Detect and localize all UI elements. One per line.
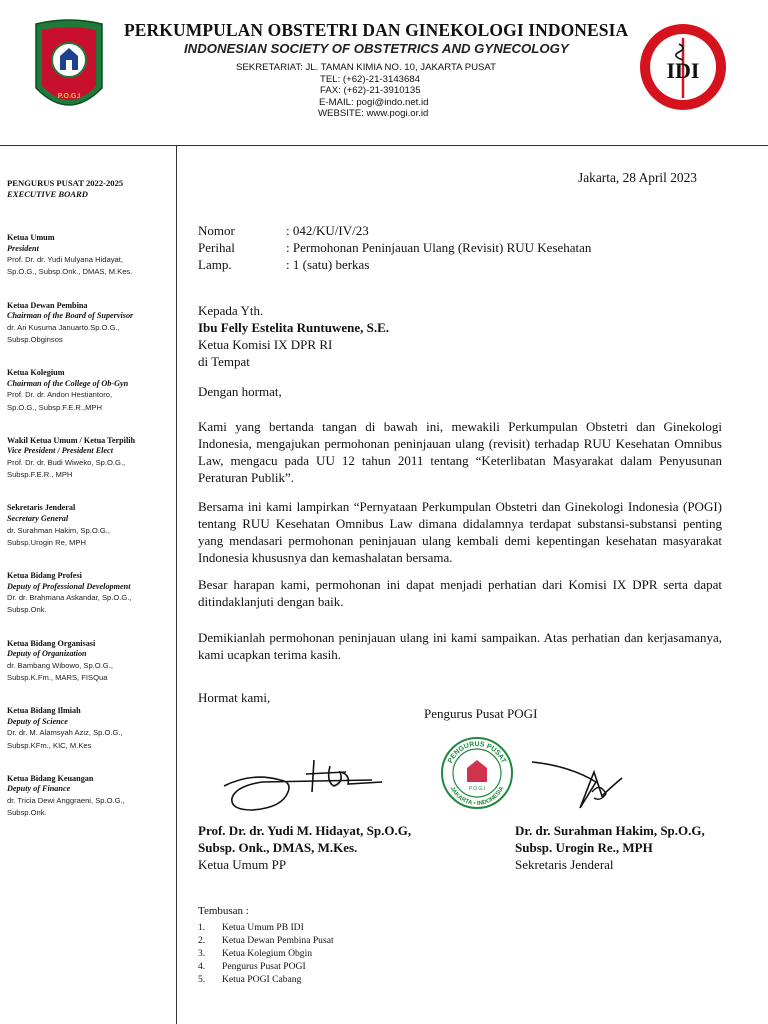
greeting: Dengan hormat, bbox=[198, 384, 282, 399]
contact-block bbox=[236, 62, 496, 120]
board-member bbox=[7, 774, 173, 820]
member-role-en: Secretary General bbox=[7, 513, 69, 523]
member-name: Subsp.Urogin Re, MPH bbox=[7, 537, 86, 547]
body-paragraph: Demikianlah permohonan peninjauan ulang ini kami sampaikan. Atas perhatian dan kerjasamanya, kami ucapkan terima kasih. bbox=[198, 630, 722, 662]
recipient-name: Ibu Felly Estelita Runtuwene, S.E. bbox=[198, 320, 390, 335]
idi-logo bbox=[638, 22, 728, 112]
website-address: WEBSITE: www.pogi.or.id bbox=[318, 108, 429, 120]
member-name: Prof. Dr. dr. Budi Wiweko, Sp.O.G., bbox=[7, 457, 126, 467]
member-name: Subsp.K.Fm., MARS, FISQua bbox=[7, 672, 108, 682]
member-name: Sp.O.G., Subsp.Onk., DMAS, M.Kes. bbox=[7, 267, 133, 277]
recipient-place: di Tempat bbox=[198, 354, 250, 369]
reference-key: Lamp. bbox=[198, 257, 232, 272]
signer-block bbox=[198, 822, 411, 873]
member-name: Prof. Dr. dr. Andon Hestiantoro, bbox=[7, 390, 113, 400]
member-name: Subsp.F.E.R., MPH bbox=[7, 470, 73, 480]
body-paragraph: Kami yang bertanda tangan di bawah ini, mewakili Perkumpulan Obstetri dan Ginekologi Indonesia, mengajukan permohonan peninjauan ulang (revisit) terhadap RUU Kesehatan Omnibus Law, mengacu pada UU 12 tahun 2011 tentang “Keterlibatan Masyarakat dalam Penyusunan Peraturan Publik”. bbox=[198, 419, 722, 485]
stamp-center-text: P.O.G.I bbox=[468, 786, 486, 792]
list-label: Ketua Kolegium Obgin bbox=[222, 948, 313, 959]
list-number: 4. bbox=[198, 961, 206, 973]
member-role-en: President bbox=[7, 243, 39, 253]
member-name: dr. Bambang Wibowo, Sp.O.G., bbox=[7, 660, 113, 670]
member-role: Wakil Ketua Umum / Ketua Terpilih bbox=[7, 435, 136, 445]
member-name: Dr. dr. Brahmana Askandar, Sp.O.G., bbox=[7, 593, 132, 603]
reference-row bbox=[198, 222, 591, 239]
email-address: E-MAIL: pogi@indo.net.id bbox=[319, 96, 429, 108]
member-name: Subsp.Obginsos bbox=[7, 334, 63, 344]
list-label: Ketua POGI Cabang bbox=[222, 974, 302, 986]
member-name: Subsp.KFm., KIC, M.Kes bbox=[7, 740, 92, 750]
member-role: Sekretaris Jenderal bbox=[7, 503, 76, 513]
list-number: 2. bbox=[198, 934, 206, 946]
member-role-en: Chairman of the College of Ob-Gyn bbox=[7, 378, 129, 388]
member-name: Sp.O.G., Subsp.F.E.R.,MPH bbox=[7, 402, 102, 412]
member-role: Ketua Bidang Ilmiah bbox=[7, 706, 81, 716]
organization-stamp bbox=[440, 736, 514, 810]
signature-secretary bbox=[530, 752, 634, 816]
member-name: dr. Surahman Hakim, Sp.O.G., bbox=[7, 525, 110, 535]
member-role-en: Deputy of Organization bbox=[7, 649, 87, 659]
member-role-en: Vice President / President Elect bbox=[7, 446, 113, 456]
reference-row bbox=[198, 239, 591, 256]
reference-key: Perihal bbox=[198, 240, 235, 255]
board-member bbox=[7, 368, 173, 414]
signer-credentials: Subsp. Onk., DMAS, M.Kes. bbox=[198, 840, 358, 855]
signer-name: Dr. dr. Surahman Hakim, Sp.O.G, bbox=[515, 823, 705, 838]
carbon-copy bbox=[198, 905, 334, 987]
reference-row bbox=[198, 256, 591, 273]
list-label: Ketua Dewan Pembina Pusat bbox=[222, 934, 334, 946]
recipient-salutation: Kepada Yth. bbox=[198, 303, 264, 318]
list-number: 3. bbox=[198, 948, 206, 959]
list-item bbox=[198, 934, 334, 947]
reference-value: : Permohonan Peninjauan Ulang (Revisit) RUU Kesehatan bbox=[286, 240, 592, 255]
member-role: Ketua Umum bbox=[7, 233, 55, 242]
member-name: Prof. Dr. dr. Yudi Mulyana Hidayat, bbox=[7, 255, 123, 265]
stamp-top-text: PENGURUS PUSAT bbox=[447, 740, 507, 765]
fax-number: FAX: (+62)-21-3910135 bbox=[320, 85, 421, 97]
list-item bbox=[198, 960, 334, 973]
recipient-title: Ketua Komisi IX DPR RI bbox=[198, 337, 333, 352]
board-member bbox=[7, 233, 173, 279]
list-number: 1. bbox=[198, 921, 206, 933]
org-name: PERKUMPULAN OBSTETRI DAN GINEKOLOGI INDONESIA bbox=[124, 20, 629, 40]
recipient-block bbox=[198, 302, 389, 370]
board-member bbox=[7, 571, 173, 617]
member-role-en: Deputy of Science bbox=[7, 716, 68, 726]
board-member bbox=[7, 639, 173, 685]
member-role-en: Deputy of Finance bbox=[7, 784, 71, 794]
carbon-copy-title: Tembusan : bbox=[198, 905, 249, 917]
list-item bbox=[198, 921, 334, 934]
pogi-logo-label: P.O.G.I bbox=[57, 93, 81, 100]
reference-value: : 1 (satu) berkas bbox=[286, 257, 370, 272]
board-title: PENGURUS PUSAT 2022-2025 bbox=[7, 178, 124, 188]
member-name: dr. Tricia Dewi Anggraeni, Sp.O.G., bbox=[7, 795, 125, 805]
signer-organization: Pengurus Pusat POGI bbox=[424, 706, 538, 721]
member-name: dr. Ari Kusuma Januarto.Sp.O.G., bbox=[7, 322, 120, 332]
member-role: Ketua Kolegium bbox=[7, 368, 65, 378]
member-role-en: Deputy of Professional Development bbox=[7, 581, 131, 591]
board-member bbox=[7, 301, 173, 347]
board-title-en: EXECUTIVE BOARD bbox=[7, 188, 88, 199]
body-paragraph: Bersama ini kami lampirkan “Pernyataan Perkumpulan Obstetri dan Ginekologi Indonesia (POGI) tentang RUU Kesehatan Omnibus Law dimana didalamnya terdapat substansi-substansi penting yang mendasari permohonan peninjauan ulang kembali demi kepentingan kesehatan masyarakat Indonesia khususnya dan kemashalatan bersama. bbox=[198, 499, 722, 565]
member-name: Dr. dr. M. Alamsyah Aziz, Sp.O.G., bbox=[7, 728, 123, 738]
signer-credentials: Subsp. Urogin Re., MPH bbox=[515, 840, 653, 855]
signer-name: Prof. Dr. dr. Yudi M. Hidayat, Sp.O.G, bbox=[198, 823, 412, 838]
member-name: Subsp.Onk. bbox=[7, 808, 47, 818]
carbon-copy-list bbox=[198, 921, 334, 987]
sidebar-divider bbox=[176, 145, 177, 1024]
list-item bbox=[198, 947, 334, 960]
board-member bbox=[7, 436, 173, 482]
list-label: Ketua Umum PB IDI bbox=[222, 921, 304, 933]
list-label: Pengurus Pusat POGI bbox=[222, 961, 306, 973]
member-role: Ketua Dewan Pembina bbox=[7, 300, 88, 310]
org-name-en: INDONESIAN SOCIETY OF OBSTETRICS AND GYNECOLOGY bbox=[184, 41, 569, 56]
board-member bbox=[7, 706, 173, 752]
phone-number: TEL: (+62)-21-3143684 bbox=[320, 73, 420, 85]
signer-block bbox=[515, 822, 705, 873]
pogi-logo bbox=[32, 18, 106, 120]
member-role: Ketua Bidang Organisasi bbox=[7, 638, 96, 648]
executive-board bbox=[7, 178, 173, 819]
letter-date: Jakarta, 28 April 2023 bbox=[578, 170, 698, 185]
member-name: Subsp.Onk. bbox=[7, 605, 47, 615]
list-item bbox=[198, 973, 334, 986]
member-role: Ketua Bidang Profesi bbox=[7, 570, 82, 580]
member-role: Ketua Bidang Keuangan bbox=[7, 773, 94, 783]
signer-title: Sekretaris Jenderal bbox=[515, 857, 614, 872]
letter-reference bbox=[198, 222, 591, 273]
reference-key: Nomor bbox=[198, 223, 235, 238]
header-divider bbox=[0, 145, 768, 146]
body-paragraph: Besar harapan kami, permohonan ini dapat menjadi perhatian dari Komisi IX DPR serta dapat ditindaklanjuti dengan baik. bbox=[198, 577, 722, 609]
board-member bbox=[7, 503, 173, 549]
secretariat-address: SEKRETARIAT: JL. TAMAN KIMIA NO. 10, JAKARTA PUSAT bbox=[236, 62, 496, 73]
stamp-bottom-text: JAKARTA • INDONESIA bbox=[448, 785, 506, 808]
signer-title: Ketua Umum PP bbox=[198, 857, 287, 872]
idi-logo-label: IDI bbox=[666, 58, 700, 83]
signature-president bbox=[222, 752, 390, 816]
reference-value: : 042/KU/IV/23 bbox=[286, 223, 369, 238]
closing: Hormat kami, bbox=[198, 690, 271, 705]
list-number: 5. bbox=[198, 974, 206, 986]
member-role-en: Chairman of the Board of Supervisor bbox=[7, 311, 134, 321]
